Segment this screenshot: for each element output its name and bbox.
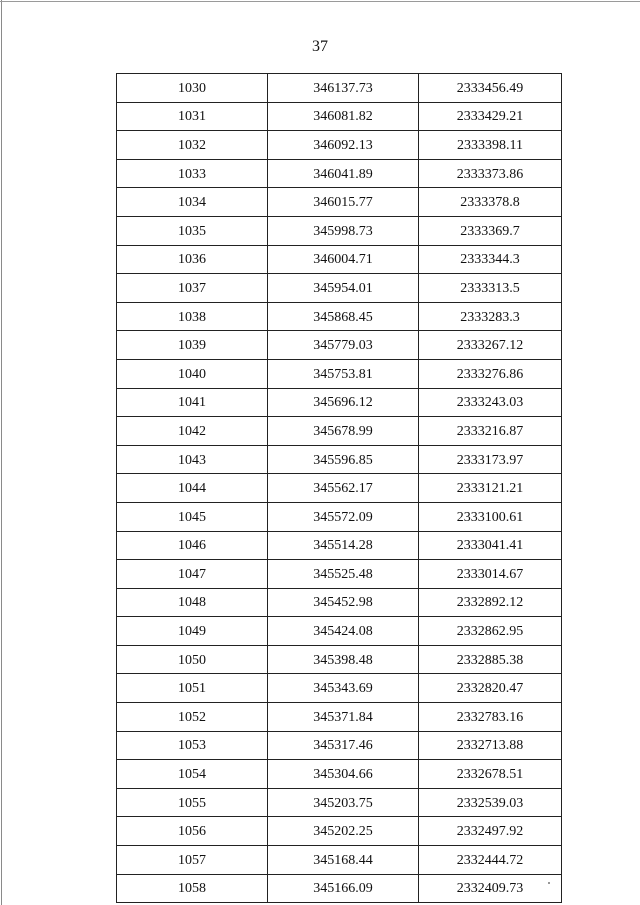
y-coordinate-cell: 2332539.03 <box>419 788 562 817</box>
x-coordinate-cell: 346137.73 <box>268 74 419 103</box>
point-id-cell: 1053 <box>117 731 268 760</box>
table-row <box>117 159 562 188</box>
y-coordinate-cell: 2332885.38 <box>419 645 562 674</box>
table-row <box>117 274 562 303</box>
y-coordinate-cell: 2333456.49 <box>419 74 562 103</box>
y-coordinate-cell: 2333014.67 <box>419 560 562 589</box>
y-coordinate-cell: 2333173.97 <box>419 445 562 474</box>
y-coordinate-cell: 2333041.41 <box>419 531 562 560</box>
point-id-cell: 1037 <box>117 274 268 303</box>
table-row <box>117 245 562 274</box>
point-id-cell: 1056 <box>117 817 268 846</box>
y-coordinate-cell: 2332713.88 <box>419 731 562 760</box>
point-id-cell: 1032 <box>117 131 268 160</box>
point-id-cell: 1050 <box>117 645 268 674</box>
x-coordinate-cell: 345343.69 <box>268 674 419 703</box>
x-coordinate-cell: 345166.09 <box>268 874 419 903</box>
table-row <box>117 846 562 875</box>
table-row <box>117 131 562 160</box>
x-coordinate-cell: 345572.09 <box>268 502 419 531</box>
x-coordinate-cell: 345954.01 <box>268 274 419 303</box>
x-coordinate-cell: 345304.66 <box>268 760 419 789</box>
x-coordinate-cell: 345202.25 <box>268 817 419 846</box>
table-row <box>117 703 562 732</box>
table-row <box>117 445 562 474</box>
y-coordinate-cell: 2333429.21 <box>419 102 562 131</box>
point-id-cell: 1039 <box>117 331 268 360</box>
y-coordinate-cell: 2332783.16 <box>419 703 562 732</box>
point-id-cell: 1052 <box>117 703 268 732</box>
y-coordinate-cell: 2333313.5 <box>419 274 562 303</box>
x-coordinate-cell: 346081.82 <box>268 102 419 131</box>
table-row <box>117 560 562 589</box>
table-row <box>117 817 562 846</box>
x-coordinate-cell: 346092.13 <box>268 131 419 160</box>
y-coordinate-cell: 2332497.92 <box>419 817 562 846</box>
point-id-cell: 1048 <box>117 588 268 617</box>
table-row <box>117 474 562 503</box>
point-id-cell: 1049 <box>117 617 268 646</box>
x-coordinate-cell: 346004.71 <box>268 245 419 274</box>
point-id-cell: 1055 <box>117 788 268 817</box>
x-coordinate-cell: 345424.08 <box>268 617 419 646</box>
table-row <box>117 188 562 217</box>
table-row <box>117 331 562 360</box>
x-coordinate-cell: 345596.85 <box>268 445 419 474</box>
x-coordinate-cell: 346041.89 <box>268 159 419 188</box>
x-coordinate-cell: 345525.48 <box>268 560 419 589</box>
x-coordinate-cell: 345696.12 <box>268 388 419 417</box>
x-coordinate-cell: 345398.48 <box>268 645 419 674</box>
y-coordinate-cell: 2333369.7 <box>419 216 562 245</box>
x-coordinate-cell: 345168.44 <box>268 846 419 875</box>
y-coordinate-cell: 2332892.12 <box>419 588 562 617</box>
point-id-cell: 1047 <box>117 560 268 589</box>
x-coordinate-cell: 345779.03 <box>268 331 419 360</box>
point-id-cell: 1033 <box>117 159 268 188</box>
table-row <box>117 388 562 417</box>
point-id-cell: 1045 <box>117 502 268 531</box>
point-id-cell: 1031 <box>117 102 268 131</box>
scan-border-left <box>1 0 2 905</box>
point-id-cell: 1051 <box>117 674 268 703</box>
y-coordinate-cell: 2332862.95 <box>419 617 562 646</box>
point-id-cell: 1043 <box>117 445 268 474</box>
table-row <box>117 502 562 531</box>
table-row <box>117 74 562 103</box>
x-coordinate-cell: 345678.99 <box>268 417 419 446</box>
point-id-cell: 1057 <box>117 846 268 875</box>
point-id-cell: 1034 <box>117 188 268 217</box>
point-id-cell: 1041 <box>117 388 268 417</box>
x-coordinate-cell: 346015.77 <box>268 188 419 217</box>
y-coordinate-cell: 2333276.86 <box>419 359 562 388</box>
table-row <box>117 102 562 131</box>
y-coordinate-cell: 2333398.11 <box>419 131 562 160</box>
y-coordinate-cell: 2333100.61 <box>419 502 562 531</box>
table-row <box>117 645 562 674</box>
y-coordinate-cell: 2333344.3 <box>419 245 562 274</box>
table-row <box>117 874 562 903</box>
y-coordinate-cell: 2333121.21 <box>419 474 562 503</box>
y-coordinate-cell: 2333283.3 <box>419 302 562 331</box>
y-coordinate-cell: 2333378.8 <box>419 188 562 217</box>
table-row <box>117 588 562 617</box>
y-coordinate-cell: 2333267.12 <box>419 331 562 360</box>
y-coordinate-cell: 2333373.86 <box>419 159 562 188</box>
table-row <box>117 788 562 817</box>
table-row <box>117 302 562 331</box>
x-coordinate-cell: 345753.81 <box>268 359 419 388</box>
coordinate-table-body <box>117 74 562 903</box>
x-coordinate-cell: 345868.45 <box>268 302 419 331</box>
point-id-cell: 1035 <box>117 216 268 245</box>
y-coordinate-cell: 2332678.51 <box>419 760 562 789</box>
x-coordinate-cell: 345452.98 <box>268 588 419 617</box>
table-row <box>117 760 562 789</box>
point-id-cell: 1038 <box>117 302 268 331</box>
table-row <box>117 617 562 646</box>
point-id-cell: 1040 <box>117 359 268 388</box>
point-id-cell: 1042 <box>117 417 268 446</box>
y-coordinate-cell: 2332444.72 <box>419 846 562 875</box>
y-coordinate-cell: 2332820.47 <box>419 674 562 703</box>
x-coordinate-cell: 345998.73 <box>268 216 419 245</box>
y-coordinate-cell: 2333243.03 <box>419 388 562 417</box>
x-coordinate-cell: 345317.46 <box>268 731 419 760</box>
table-row <box>117 674 562 703</box>
x-coordinate-cell: 345562.17 <box>268 474 419 503</box>
table-row <box>117 731 562 760</box>
scan-speck <box>548 882 550 884</box>
table-row <box>117 359 562 388</box>
coordinate-table <box>116 73 562 903</box>
y-coordinate-cell: 2332409.73 <box>419 874 562 903</box>
point-id-cell: 1036 <box>117 245 268 274</box>
y-coordinate-cell: 2333216.87 <box>419 417 562 446</box>
point-id-cell: 1044 <box>117 474 268 503</box>
scan-border-top <box>0 1 640 2</box>
point-id-cell: 1046 <box>117 531 268 560</box>
x-coordinate-cell: 345371.84 <box>268 703 419 732</box>
point-id-cell: 1058 <box>117 874 268 903</box>
point-id-cell: 1054 <box>117 760 268 789</box>
table-row <box>117 417 562 446</box>
table-row <box>117 531 562 560</box>
page-number: 37 <box>312 38 328 55</box>
point-id-cell: 1030 <box>117 74 268 103</box>
x-coordinate-cell: 345203.75 <box>268 788 419 817</box>
x-coordinate-cell: 345514.28 <box>268 531 419 560</box>
table-row <box>117 216 562 245</box>
